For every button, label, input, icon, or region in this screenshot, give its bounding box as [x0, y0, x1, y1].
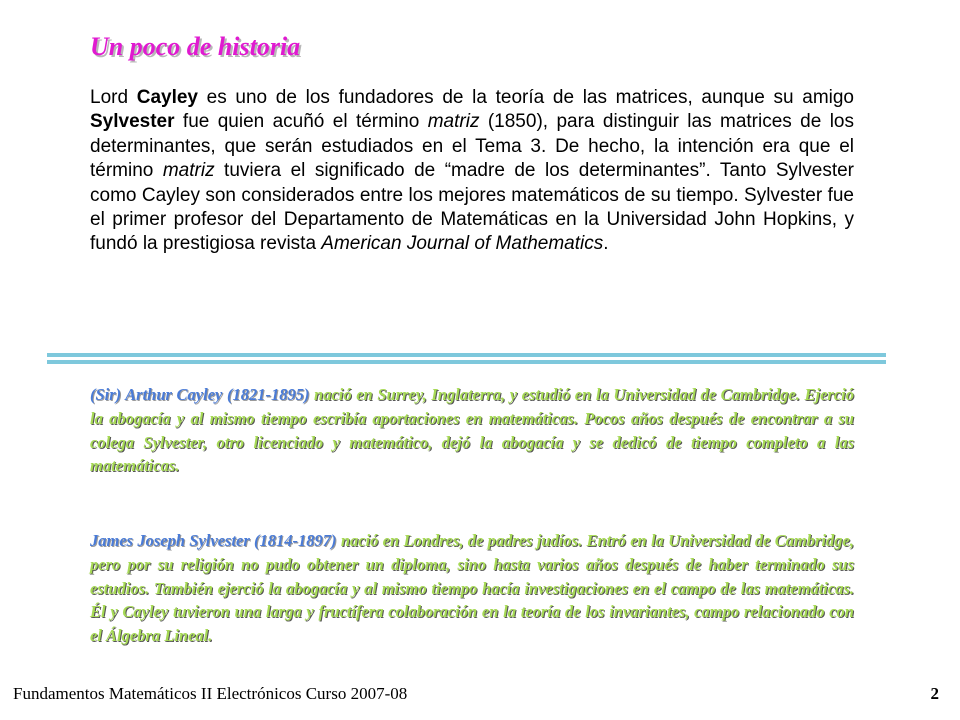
intro-italic-matriz: matriz — [427, 111, 480, 133]
bio-cayley-text: nació en Surrey, Inglaterra, y estudió en la Universidad de Cambridge. Ejerció la abogacía y al mismo tiempo escribía aportaciones en matemáticas. Pocos años después de encontrar a su colega Sylvester, otro licenciado y matemático, dejó la abogacía y se dedicó de tiempo completo a las matemáticas. — [90, 385, 855, 476]
intro-text: tuviera el significado de “madre de los determinantes”. Tanto Sylvester como Cayley son considerados entre los mejores matemáticos de su tiempo. Sylvester fue el primer profesor del Departamento de Matemáticas en la Universidad John Hopkins, y fundó la prestigiosa revista — [90, 160, 854, 255]
intro-italic-matriz: matriz — [162, 160, 215, 182]
bio-cayley — [90, 383, 854, 478]
intro-bold-sylvester: Sylvester — [90, 111, 175, 133]
intro-italic-journal: American Journal of Mathematics — [321, 233, 604, 255]
bio-sylvester-text: nació en Londres, de padres judíos. Entró en la Universidad de Cambridge, pero por su religión no pudo obtener un diploma, sino hasta varios años después de haber terminado sus estudios. También ejerció la abogacía y al mismo tiempo hacía investigaciones en el campo de las matemáticas. Él y Cayley tuvieron una larga y fructífera colaboración en la teoría de los invariantes, campo relacionado con el Álgebra Lineal. — [90, 531, 854, 646]
section-divider — [47, 353, 886, 365]
bio-cayley-name: (Sir) Arthur Cayley (1821-1895) — [90, 385, 310, 404]
bio-sylvester-name: James Joseph Sylvester (1814-1897) — [90, 531, 337, 550]
intro-text: . — [603, 233, 609, 255]
page-number: 2 — [930, 684, 939, 703]
divider-line — [47, 360, 886, 364]
bio-sylvester — [90, 529, 854, 648]
intro-text: es uno de los fundadores de la teoría de las matrices, aunque su amigo — [198, 87, 854, 108]
intro-text: (1850), para distinguir las matrices de los determinantes, que serán estudiados en el Tema 3. De hecho, la intención era que el término — [90, 111, 854, 182]
intro-bold-cayley: Cayley — [136, 87, 198, 108]
divider-line — [47, 353, 886, 357]
intro-text: fue quien acuñó el término — [174, 111, 428, 133]
intro-text: Lord — [90, 87, 137, 108]
intro-paragraph — [90, 86, 854, 257]
slide-title: Un poco de historia — [90, 32, 301, 61]
footer-text: Fundamentos Matemáticos II Electrónicos Curso 2007-08 — [13, 684, 408, 703]
